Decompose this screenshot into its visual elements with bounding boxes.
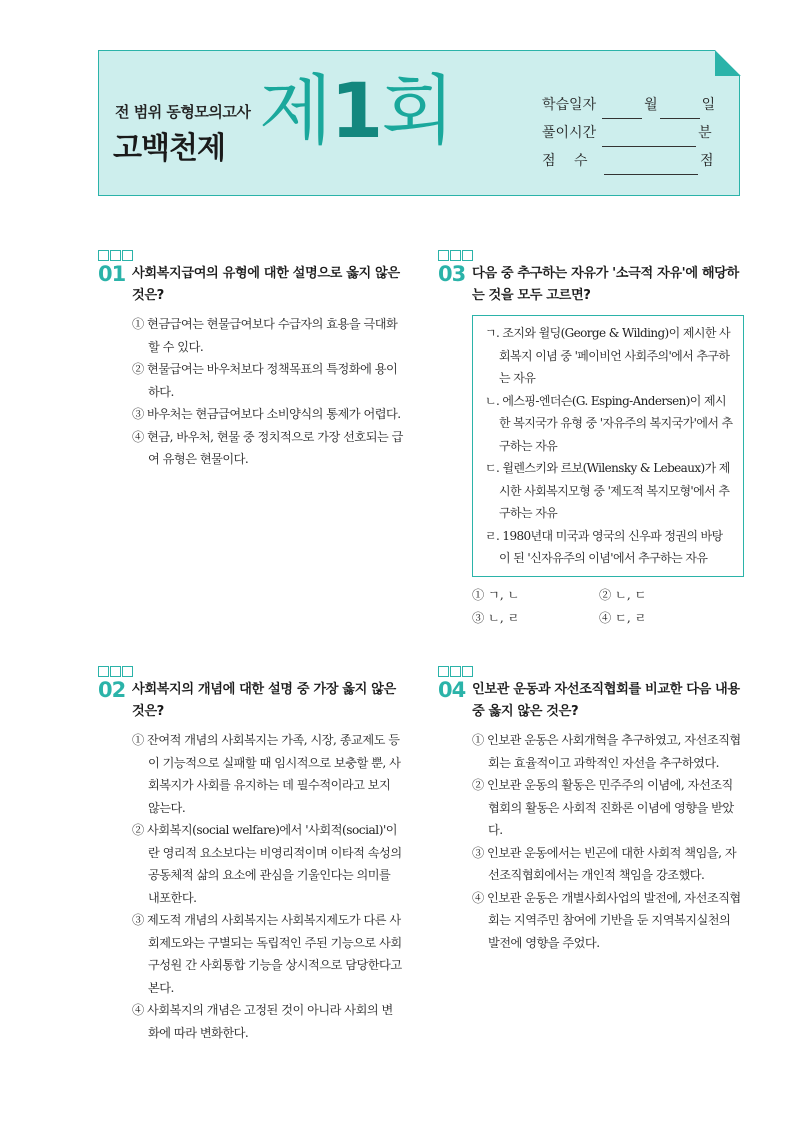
answer-choice[interactable]: ④ ㄷ, ㄹ xyxy=(599,610,647,625)
review-checkbox[interactable] xyxy=(450,666,461,677)
answer-option[interactable]: ① 잔여적 개념의 사회복지는 가족, 시장, 종교제도 등이 기능적으로 실패할 때 임시적으로 보충할 뿐, 사회복지가 사회를 유지하는 데 필수적이라고 보지 않는다. xyxy=(132,733,401,815)
review-checkbox[interactable] xyxy=(110,666,121,677)
study-date-row xyxy=(542,91,715,119)
answer-option[interactable]: ④ 인보관 운동은 개별사회사업의 발전에, 자선조직협회는 지역주민 참여에 기반을 둔 지역복지실천의 발전에 영향을 주었다. xyxy=(472,890,741,950)
question-02 xyxy=(98,666,404,1044)
exam-round-title xyxy=(259,66,453,155)
answer-option[interactable]: ① 인보관 운동은 사회개혁을 추구하였고, 자선조직협회는 효율적이고 과학적인 자선을 추구하였다. xyxy=(472,733,741,770)
statement-item: ㄷ. 윌렌스키와 르보(Wilensky & Lebeaux)가 제시한 사회복지모형 중 '제도적 복지모형'에서 추구하는 자유 xyxy=(485,461,730,520)
title-prefix: 제 xyxy=(259,66,331,155)
question-text: 인보관 운동과 자선조직협회를 비교한 다음 내용 중 옳지 않은 것은? xyxy=(472,682,740,719)
score-label: 점 수 xyxy=(542,153,588,169)
solve-time-row xyxy=(542,119,715,147)
statement-item: ㄹ. 1980년대 미국과 영국의 신우파 정권의 바탕이 된 '신자유주의 이념'에서 추구하는 자유 xyxy=(485,528,723,565)
answer-choice[interactable]: ① ㄱ, ㄴ xyxy=(472,587,520,602)
answer-option[interactable]: ② 사회복지(social welfare)에서 '사회적(social)'이란 영리적 요소보다는 비영리적이며 이타적 속성의 공동체적 삶의 요소에 관심을 기울인다는 의미를 내포한다. xyxy=(132,823,402,905)
review-checkboxes xyxy=(98,666,404,677)
solve-time-label: 풀이시간 xyxy=(542,125,597,141)
question-text: 사회복지의 개념에 대한 설명 중 가장 옳지 않은 것은? xyxy=(132,682,396,719)
question-header xyxy=(98,263,404,307)
answer-choices xyxy=(472,585,744,629)
question-03 xyxy=(438,250,744,629)
review-checkbox[interactable] xyxy=(98,250,109,261)
answer-options xyxy=(132,729,404,1044)
day-label: 일 xyxy=(701,97,716,113)
score-field[interactable] xyxy=(604,157,698,175)
review-checkbox[interactable] xyxy=(438,666,449,677)
review-checkbox[interactable] xyxy=(462,666,473,677)
question-header xyxy=(98,679,404,723)
question-01 xyxy=(98,250,404,471)
question-number: 01 xyxy=(98,262,126,286)
answer-option[interactable]: ④ 현금, 바우처, 현물 중 정치적으로 가장 선호되는 급여 유형은 현물이다. xyxy=(132,429,403,466)
review-checkbox[interactable] xyxy=(462,250,473,261)
review-checkbox[interactable] xyxy=(450,250,461,261)
title-suffix: 회 xyxy=(381,66,453,155)
answer-option[interactable]: ③ 인보관 운동에서는 빈곤에 대한 사회적 책임을, 자선조직협회에서는 개인적 책임을 강조했다. xyxy=(472,845,737,882)
answer-option[interactable]: ④ 사회복지의 개념은 고정된 것이 아니라 사회의 변화에 따라 변화한다. xyxy=(132,1003,393,1040)
review-checkboxes xyxy=(438,666,744,677)
month-label: 월 xyxy=(644,97,658,113)
review-checkbox[interactable] xyxy=(110,250,121,261)
question-text: 다음 중 추구하는 자유가 '소극적 자유'에 해당하는 것을 모두 고르면? xyxy=(472,266,739,303)
review-checkbox[interactable] xyxy=(122,666,133,677)
solve-time-field[interactable] xyxy=(602,129,696,147)
study-date-label: 학습일자 xyxy=(542,97,597,113)
answer-option[interactable]: ② 현물급여는 바우처보다 정책목표의 특정화에 용이하다. xyxy=(132,362,398,399)
score-unit: 점 xyxy=(700,153,714,169)
answer-option[interactable]: ③ 제도적 개념의 사회복지는 사회복지제도가 다른 사회제도와는 구별되는 독립적인 주된 기능으로 사회구성원 간 사회통합 기능을 상시적으로 담당한다고 본다. xyxy=(132,913,402,995)
statement-box xyxy=(472,315,744,577)
answer-choice[interactable]: ③ ㄴ, ㄹ xyxy=(472,610,520,625)
answer-option[interactable]: ① 현금급여는 현물급여보다 수급자의 효용을 극대화할 수 있다. xyxy=(132,317,398,354)
question-number: 04 xyxy=(438,678,466,702)
question-text: 사회복지급여의 유형에 대한 설명으로 옳지 않은 것은? xyxy=(132,266,400,303)
answer-choice[interactable]: ② ㄴ, ㄷ xyxy=(599,587,647,602)
title-number: 1 xyxy=(330,66,382,155)
question-04 xyxy=(438,666,744,954)
corner-fold xyxy=(715,50,741,76)
study-info xyxy=(542,91,715,175)
question-header xyxy=(438,263,744,307)
month-field[interactable] xyxy=(602,101,642,119)
answer-option[interactable]: ③ 바우처는 현금급여보다 소비양식의 통제가 어렵다. xyxy=(132,407,401,421)
answer-options xyxy=(472,729,744,954)
review-checkboxes xyxy=(438,250,744,261)
score-row xyxy=(542,147,715,175)
header-banner xyxy=(98,50,740,196)
review-checkbox[interactable] xyxy=(438,250,449,261)
statement-item: ㄴ. 에스핑-엔더슨(G. Esping-Andersen)이 제시한 복지국가 유형 중 '자유주의 복지국가'에서 추구하는 자유 xyxy=(485,393,733,453)
question-number: 03 xyxy=(438,262,466,286)
question-number: 02 xyxy=(98,678,126,702)
review-checkbox[interactable] xyxy=(122,250,133,261)
question-header xyxy=(438,679,744,723)
review-checkboxes xyxy=(98,250,404,261)
minute-label: 분 xyxy=(698,125,712,141)
statement-item: ㄱ. 조지와 윌딩(George & Wilding)이 제시한 사회복지 이념 중 '페이비언 사회주의'에서 추구하는 자유 xyxy=(485,326,731,385)
brand-name: 고백천제 xyxy=(113,131,225,166)
answer-options xyxy=(132,313,404,471)
exam-subtitle: 전 범위 동형모의고사 xyxy=(115,103,251,121)
answer-option[interactable]: ② 인보관 운동의 활동은 민주주의 이념에, 자선조직협회의 활동은 사회적 진화론 이념에 영향을 받았다. xyxy=(472,778,734,837)
day-field[interactable] xyxy=(660,101,700,119)
review-checkbox[interactable] xyxy=(98,666,109,677)
